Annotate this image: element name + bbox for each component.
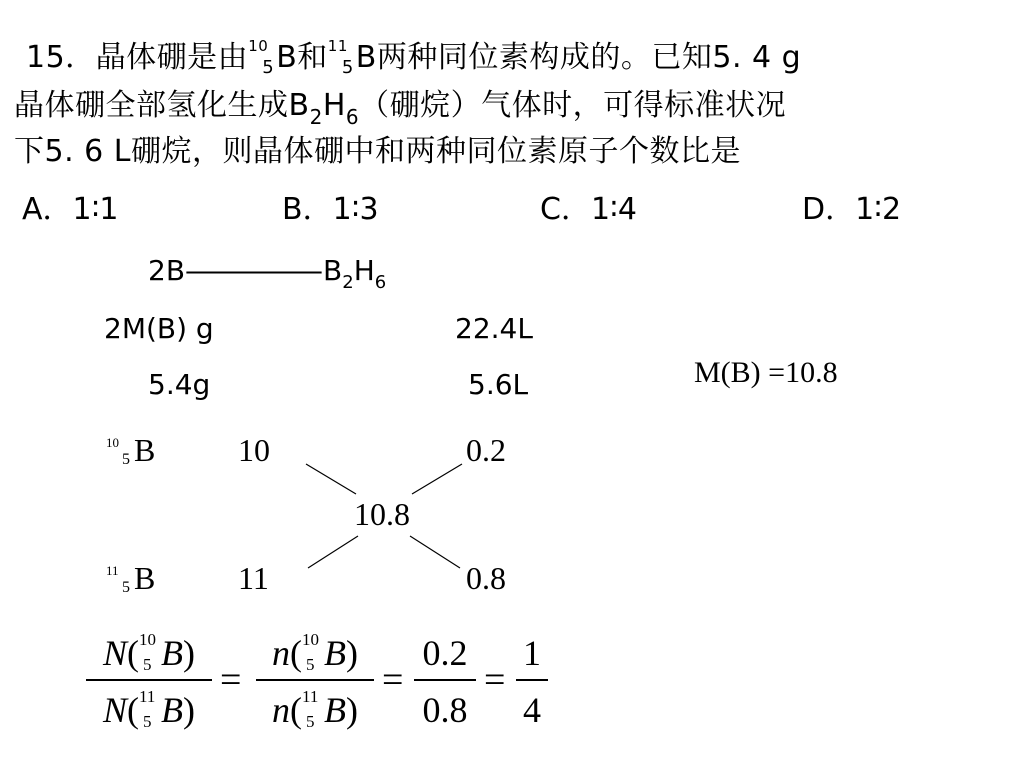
reactant: 2B bbox=[148, 254, 186, 287]
option-d: D．1∶2 bbox=[802, 192, 902, 227]
element-symbol: B bbox=[134, 560, 156, 596]
equals-sign: = bbox=[484, 659, 506, 701]
question-text-1b: 和 bbox=[297, 40, 328, 75]
fraction-numerator: 0.2 bbox=[422, 633, 468, 673]
paren-open: ( bbox=[290, 690, 302, 730]
fraction-result bbox=[516, 630, 548, 733]
question-text-2b: （硼烷）气体时，可得标准状况 bbox=[359, 88, 787, 123]
fraction-numerator bbox=[86, 630, 212, 676]
cross-line-top-left bbox=[306, 464, 356, 494]
paren-close: ) bbox=[346, 633, 358, 673]
fraction-numerator bbox=[256, 630, 374, 676]
isotope-b11: 11 5 bbox=[106, 563, 130, 596]
nuclide-11-5: 11 5 bbox=[139, 687, 156, 731]
subscript: 6 bbox=[345, 105, 360, 129]
symbol-N: N bbox=[102, 633, 127, 673]
element-symbol: B bbox=[134, 432, 156, 468]
cross-diff-2: 0.8 bbox=[466, 560, 506, 596]
paren-close: ) bbox=[183, 690, 195, 730]
mass-expression: 2M(B) g bbox=[104, 312, 214, 345]
question-number: 15． bbox=[26, 40, 96, 75]
symbol-B: B bbox=[324, 633, 346, 673]
element-symbol: H bbox=[322, 88, 346, 123]
fraction-bar bbox=[256, 679, 374, 681]
mass-given: 5.4g bbox=[148, 368, 211, 401]
element-symbol: B bbox=[276, 40, 298, 75]
cross-diff-1: 0.2 bbox=[466, 432, 506, 468]
symbol-B: B bbox=[161, 633, 183, 673]
isotope-b10: 10 5 bbox=[106, 435, 130, 468]
fraction-denominator: 4 bbox=[523, 690, 541, 730]
cross-line-top-right bbox=[412, 464, 462, 494]
volume-given: 5.6L bbox=[468, 368, 529, 401]
volume-std: 22.4L bbox=[455, 312, 533, 345]
reaction-dash: —————— bbox=[185, 254, 318, 287]
fraction-numerator: 1 bbox=[523, 633, 541, 673]
paren-open: ( bbox=[290, 633, 302, 673]
symbol-B: B bbox=[324, 690, 346, 730]
fraction-bar bbox=[516, 679, 548, 681]
subscript: 6 bbox=[374, 272, 387, 293]
question-text-1c: 两种同位素构成的。已知5. 4 g bbox=[376, 40, 802, 75]
question-text-1a: 晶体硼是由 bbox=[95, 40, 249, 75]
product-h: H bbox=[353, 254, 375, 287]
nuclide-11-5: 11 5 bbox=[302, 687, 319, 731]
symbol-B: B bbox=[161, 690, 183, 730]
question-text-2a: 晶体硼全部氢化生成B bbox=[14, 88, 310, 123]
nuclide-10-5: 10 5 bbox=[139, 630, 156, 674]
fraction-N bbox=[86, 630, 212, 733]
cross-value-2: 11 bbox=[238, 560, 269, 596]
equals-sign: = bbox=[382, 659, 404, 701]
symbol-n: n bbox=[272, 633, 290, 673]
subscript: 2 bbox=[342, 272, 354, 293]
symbol-n: n bbox=[272, 690, 290, 730]
isotope-b10: 10 5 bbox=[248, 37, 275, 78]
paren-open: ( bbox=[127, 690, 139, 730]
paren-open: ( bbox=[127, 633, 139, 673]
cross-average: 10.8 bbox=[354, 496, 410, 532]
option-a: A．1∶1 bbox=[22, 192, 119, 227]
option-b: B．1∶3 bbox=[282, 192, 379, 227]
isotope-b11: 11 5 bbox=[327, 37, 354, 78]
fraction-denominator bbox=[86, 687, 212, 733]
nuclide-10-5: 10 5 bbox=[302, 630, 319, 674]
cross-line-bottom-right bbox=[410, 536, 460, 568]
question-text-3: 下5. 6 L硼烷，则晶体硼中和两种同位素原子个数比是 bbox=[14, 134, 741, 169]
fraction-bar bbox=[414, 679, 476, 681]
paren-close: ) bbox=[183, 633, 195, 673]
cross-value-1: 10 bbox=[238, 432, 270, 468]
paren-close: ) bbox=[346, 690, 358, 730]
fraction-values bbox=[414, 630, 476, 733]
fraction-n bbox=[256, 630, 374, 733]
equals-sign: = bbox=[220, 659, 242, 701]
subscript: 2 bbox=[309, 105, 323, 129]
cross-line-bottom-left bbox=[308, 536, 358, 568]
fraction-bar bbox=[86, 679, 212, 681]
fraction-denominator bbox=[256, 687, 374, 733]
element-symbol: B bbox=[355, 40, 377, 75]
symbol-N: N bbox=[102, 690, 127, 730]
molar-mass-result: M(B) =10.8 bbox=[694, 356, 838, 389]
product-b: B bbox=[323, 254, 343, 287]
option-c: C．1∶4 bbox=[540, 192, 637, 227]
fraction-denominator: 0.8 bbox=[422, 690, 468, 730]
